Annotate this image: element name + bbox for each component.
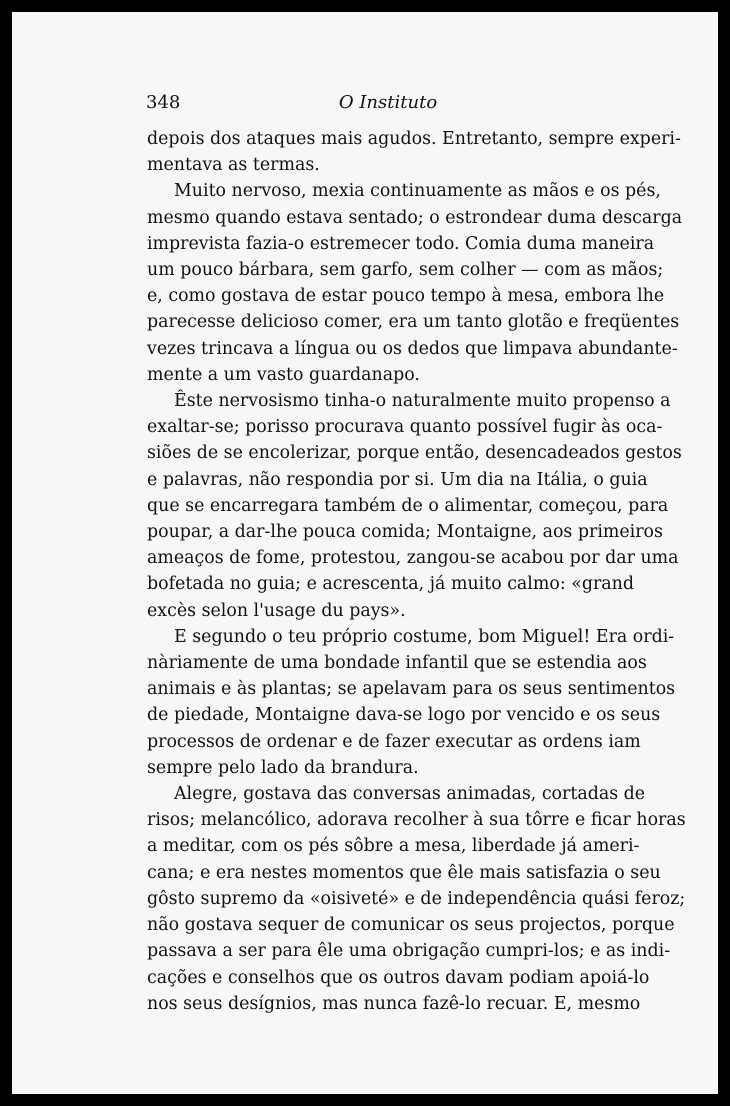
text-line: risos; melancólico, adorava recolher à sua tôrre e ficar horas: [147, 810, 686, 831]
text-line: imprevista fazia-o estremecer todo. Comia duma maneira: [147, 233, 655, 254]
text-line: Muito nervoso, mexia continuamente as mãos e os pés,: [174, 181, 661, 202]
text-line: e palavras, não respondia por si. Um dia na Itália, o guia: [147, 469, 648, 490]
text-line: E segundo o teu próprio costume, bom Miguel! Era ordi-: [174, 626, 675, 647]
text-line: mentava as termas.: [147, 155, 320, 176]
text-line: sempre pelo lado da brandura.: [147, 757, 419, 778]
text-line: Êste nervosismo tinha-o naturalmente muito propenso a: [174, 391, 671, 412]
text-line: não gostava sequer de comunicar os seus projectos, porque: [147, 915, 675, 936]
text-line: que se encarregara também de o alimentar, começou, para: [147, 495, 669, 516]
text-line: bofetada no guia; e acrescenta, já muito calmo: «grand: [147, 574, 634, 595]
text-line: ameaços de fome, protestou, zangou-se acabou por dar uma: [147, 548, 679, 569]
text-line: nos seus desígnios, mas nunca fazê-lo recuar. E, mesmo: [147, 993, 641, 1014]
page-header: [146, 92, 630, 116]
text-line: mente a um vasto guardanapo.: [147, 364, 420, 385]
text-line: passava a ser para êle uma obrigação cumpri-los; e as indi-: [147, 941, 671, 962]
text-line: animais e às plantas; se apelavam para os seus sentimentos: [147, 679, 676, 700]
text-line: mesmo quando estava sentado; o estrondear duma descarga: [147, 207, 683, 228]
text-line: e, como gostava de estar pouco tempo à mesa, embora lhe: [147, 286, 665, 307]
text-line: excès selon l'usage du pays».: [147, 600, 406, 621]
text-line: depois dos ataques mais agudos. Entretanto, sempre experi-: [147, 129, 681, 149]
text-line: poupar, a dar-lhe pouca comida; Montaigne, aos primeiros: [147, 522, 663, 543]
text-line: nàriamente de uma bondade infantil que se estendia aos: [147, 653, 647, 674]
text-line: siões de se encolerizar, porque então, desencadeados gestos: [147, 443, 682, 464]
text-line: a meditar, com os pés sôbre a mesa, liberdade já ameri-: [147, 836, 640, 857]
book-page: [12, 12, 718, 1094]
text-line: de piedade, Montaigne dava-se logo por vencido e os seus: [147, 705, 661, 726]
text-line: processos de ordenar e de fazer executar as ordens iam: [147, 731, 641, 752]
body-text: [147, 126, 686, 1017]
running-title: O Instituto: [338, 92, 438, 113]
page-number: 348: [146, 92, 181, 113]
text-line: gôsto supremo da «oisiveté» e de independência quási feroz;: [147, 888, 686, 909]
text-line: parecesse delicioso comer, era um tanto glotão e freqüentes: [147, 312, 680, 333]
text-line: cações e conselhos que os outros davam podiam apoiá-lo: [147, 967, 650, 988]
text-line: um pouco bárbara, sem garfo, sem colher — com as mãos;: [147, 260, 664, 281]
text-line: vezes trincava a língua ou os dedos que limpava abundante-: [147, 338, 678, 359]
text-line: exaltar-se; porisso procurava quanto possível fugir às oca-: [147, 417, 663, 438]
text-line: Alegre, gostava das conversas animadas, cortadas de: [174, 784, 646, 805]
text-line: cana; e era nestes momentos que êle mais satisfazia o seu: [147, 862, 661, 883]
